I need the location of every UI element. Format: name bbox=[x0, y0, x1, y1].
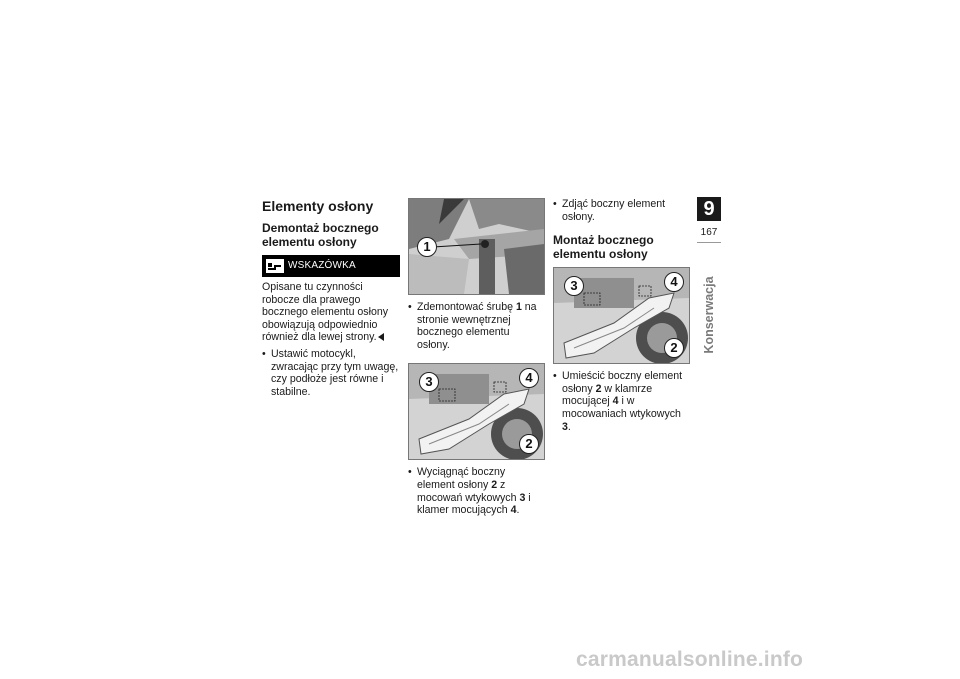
step-take-off-panel: • Zdjąć boczny element osłony. bbox=[553, 198, 691, 223]
callout-3: 3 bbox=[564, 276, 584, 296]
step-place-panel: • Umieścić boczny element osłony 2 w klamrze mocującej 4 i w mocowaniach wtykowych 3. bbox=[553, 370, 691, 433]
column-1 bbox=[262, 198, 400, 402]
note-text: Opisane tu czynności robocze dla prawego bocznego elementu osłony obowiązują odpowiednio również dla lewej strony. bbox=[262, 281, 389, 344]
note-label: WSKAZÓWKA bbox=[288, 259, 356, 271]
step-level-motorcycle: • Ustawić motocykl, zwracając przy tym uwagę, czy podłoże jest równe i stabilne. bbox=[262, 348, 400, 398]
note-banner bbox=[262, 255, 400, 277]
section-name-vertical: Konserwacja bbox=[702, 276, 716, 354]
figure-side-panel-removal bbox=[408, 363, 545, 460]
step-pull-panel: • Wyciągnąć boczny element osłony 2 z mocowań wtykowych 3 i klamer mocujących 4. bbox=[408, 466, 545, 516]
column-3 bbox=[553, 198, 691, 437]
chapter-sidebar bbox=[697, 197, 723, 243]
subsection-title-removal: Demontaż bocznego elementu osłony bbox=[262, 221, 379, 249]
callout-2: 2 bbox=[664, 338, 684, 358]
section-title: Elementy osłony bbox=[262, 198, 374, 214]
figure-side-panel-installation bbox=[553, 267, 690, 364]
callout-3: 3 bbox=[419, 372, 439, 392]
end-mark-icon bbox=[378, 333, 384, 341]
watermark: carmanualsonline.info bbox=[576, 648, 804, 671]
figure-screw-location bbox=[408, 198, 545, 295]
page-number: 167 bbox=[700, 227, 718, 238]
callout-4: 4 bbox=[519, 368, 539, 388]
divider bbox=[697, 242, 721, 243]
subsection-title-installation: Montaż bocznego elementu osłony bbox=[553, 233, 654, 262]
step-remove-screw: • Zdemontować śrubę 1 na stronie wewnętrznej bocznego elementu osłony. bbox=[408, 301, 545, 351]
column-2 bbox=[408, 198, 545, 521]
hand-pointer-icon bbox=[266, 259, 284, 273]
callout-1: 1 bbox=[417, 237, 437, 257]
callout-4: 4 bbox=[664, 272, 684, 292]
chapter-number: 9 bbox=[697, 197, 721, 221]
callout-2: 2 bbox=[519, 434, 539, 454]
